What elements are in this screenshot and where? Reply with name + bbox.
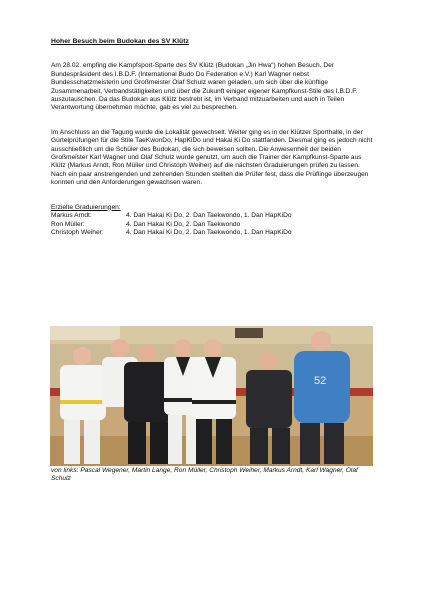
group-photo (50, 326, 373, 466)
graduation-rank: 4. Dan Hakai Ki Do, 2. Dan Taekwondo, 1. Dan HapKiDo (126, 228, 292, 236)
photo-caption: von links: Pascal Wegener, Martin Lange, Ron Müller, Christoph Weiher, Markus Arndt, Karl Wagner, Olaf Schulz (51, 467, 358, 483)
graduations-heading: Erzielte Graduierungen: (51, 203, 121, 211)
paragraph-exam: Im Anschluss an die Tagung wurde die Lokalität gewechselt. Weiter ging es in der Klützer Sporthalle, in der Gürtelprüfungen für die Stile TaeKwonDo, HapKiDo und Hakai Ki Do stattfanden. Diesmal ging es jedoch nicht ausschließlich um die Schüler des Budokan, die sich beweisen sollten. Die Anwesenheit der beiden Großmeister Karl Wagner und Olaf Schulz wurde genutzt, um auch die Trainer der Kampfkunst-Sparte aus Klütz (Markus Arndt, Ron Müller und Christoph Weiher) auf die nächsten Graduierungen prüfen zu lassen. Nach ein paar anstrengenden und zehrenden Stunden stellten die Prüfer fest, dass die Prüflinge überzeugen konnten und den Anforderungen gewachsen waren. (51, 128, 373, 187)
graduation-name: Markus Arndt: (51, 212, 92, 220)
jersey-number: 52 (314, 375, 327, 387)
graduation-row (51, 221, 373, 229)
paragraph-visit: Am 28.02. empfing die Kampfsport-Sparte des SV Klütz (Budokan „Jin Hwa“) hohen Besuch. Der Bundespräsident des I.B.D.F. (International Budo Do Federation e.V.) Karl Wagner nebst Bundesschatzmeisterin und Großmeister Olaf Schulz waren geladen, um sich über die künftige Zusammenarbeit, Verbandstätigkeiten und über die Zukunft einiger eigener Kampfkunst-Stile des I.B.D.F. auszutauschen. Da das Budokan aus Klütz bestrebt ist, im Verband mitzuarbeiten und auch in Teilen Verantwortung übernehmen möchte, gab es viel zu besprechen. (51, 62, 358, 112)
article-title: Hoher Besuch beim Budokan des SV Klütz (51, 38, 189, 45)
graduation-name: Ron Müller: (51, 220, 85, 228)
article-body (51, 38, 373, 237)
graduation-row (51, 212, 373, 220)
graduation-name: Christoph Weiher: (51, 228, 104, 236)
graduation-rank: 4. Dan Hakai Ki Do, 2. Dan Taekwondo, 1. Dan HapKiDo (126, 212, 292, 220)
graduation-row (51, 229, 373, 237)
graduation-rank: 4. Dan Hakai Ki Do, 2. Dan Taekwondo (126, 220, 241, 228)
